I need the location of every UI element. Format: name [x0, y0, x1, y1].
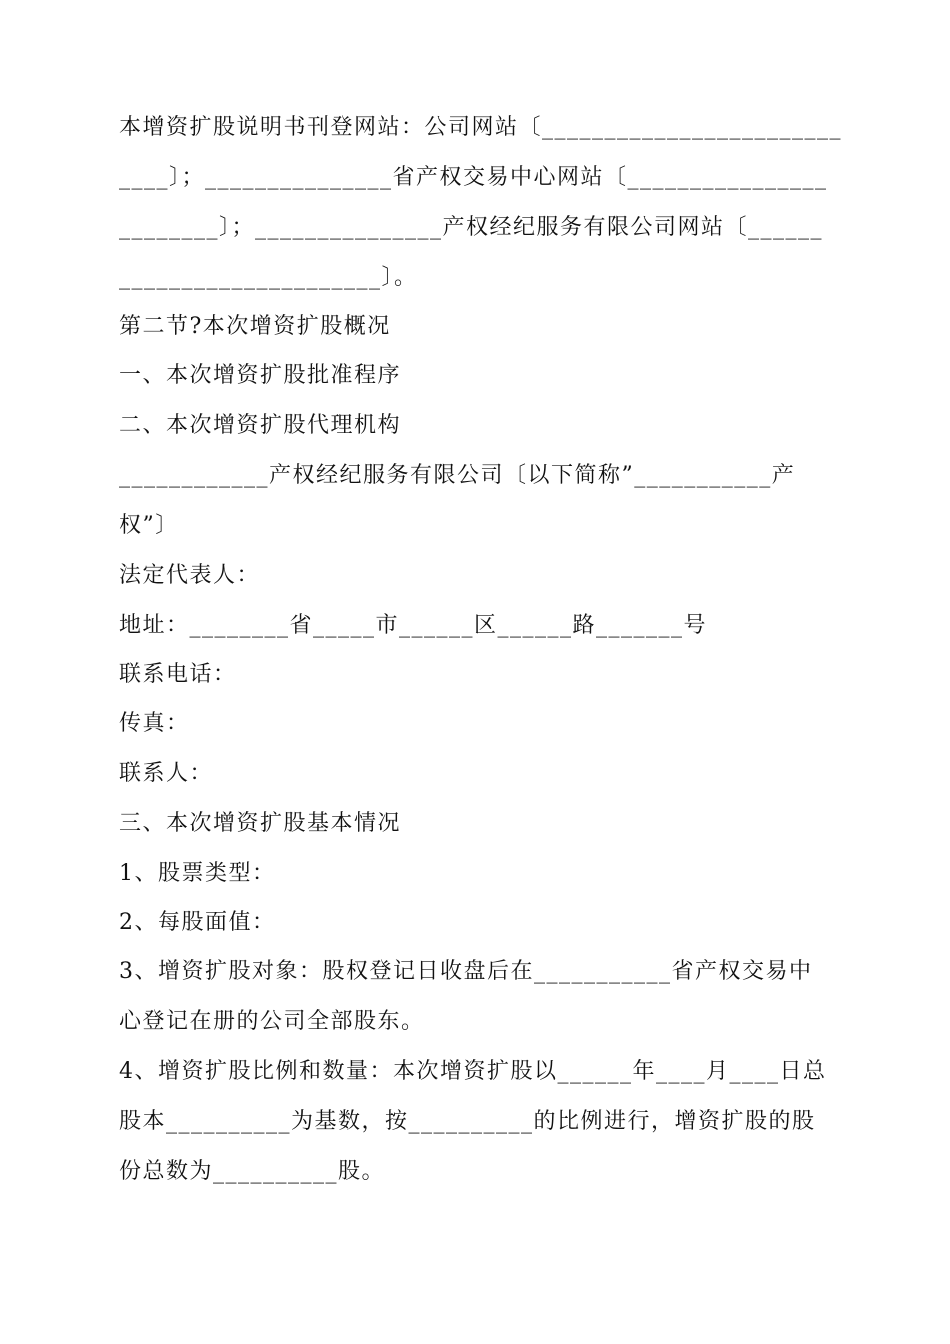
- field-phone: 联系电话：: [119, 662, 237, 687]
- subsection-heading: 三、本次增资扩股基本情况: [119, 811, 402, 836]
- text-line: ____〕；_______________省产权交易中心网站〔________________: [119, 165, 828, 190]
- text-line: ____________产权经纪服务有限公司〔以下简称”___________产: [119, 463, 796, 488]
- text-line: _____________________〕。: [119, 265, 418, 290]
- field-fax: 传真：: [119, 711, 190, 736]
- text-line: 份总数为__________股。: [119, 1159, 386, 1184]
- list-item: 2、每股面值：: [119, 910, 276, 935]
- text-line: 心登记在册的公司全部股东。: [119, 1009, 425, 1034]
- text-line: ________〕；_______________产权经纪服务有限公司网站〔______: [119, 215, 824, 240]
- text-line: 本增资扩股说明书刊登网站：公司网站〔________________________: [119, 115, 843, 140]
- field-legal-representative: 法定代表人：: [119, 563, 261, 588]
- field-address: 地址：________省_____市______区______路_______号: [119, 613, 708, 638]
- list-item: 1、股票类型：: [119, 861, 276, 886]
- field-contact: 联系人：: [119, 761, 214, 786]
- subsection-heading: 一、本次增资扩股批准程序: [119, 363, 402, 388]
- text-line: 权”〕: [119, 513, 179, 538]
- list-item: 4、增资扩股比例和数量：本次增资扩股以______年____月____日总: [119, 1059, 827, 1084]
- subsection-heading: 二、本次增资扩股代理机构: [119, 413, 402, 438]
- text-line: 股本__________为基数，按__________的比例进行，增资扩股的股: [119, 1109, 816, 1134]
- section-heading: 第二节?本次增资扩股概况: [119, 314, 391, 339]
- list-item: 3、增资扩股对象：股权登记日收盘后在___________省产权交易中: [119, 959, 813, 984]
